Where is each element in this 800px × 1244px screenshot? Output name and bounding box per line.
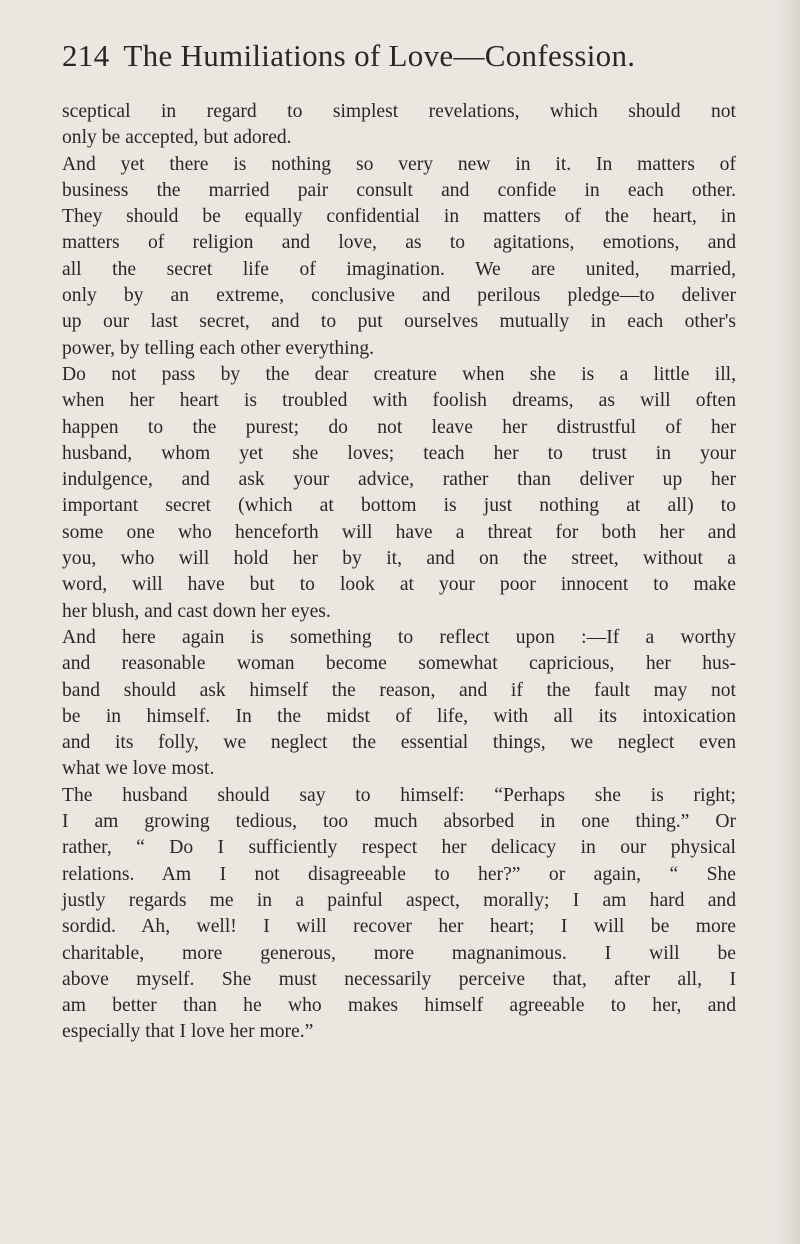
running-header: [62, 38, 742, 74]
text-line: relations. Am I not disagreeable to her?” or again, “ She: [62, 863, 736, 885]
text-line: above myself. She must necessarily perceive that, after all, I: [62, 968, 736, 990]
text-line: happen to the purest; do not leave her distrustful of her: [62, 416, 736, 438]
text-line: her blush, and cast down her eyes.: [62, 600, 331, 622]
text-line: especially that I love her more.”: [62, 1021, 314, 1043]
text-line: And here again is something to reflect upon :—If a worthy: [62, 626, 736, 648]
text-line: justly regards me in a painful aspect, morally; I am hard and: [62, 889, 736, 911]
text-line: you, who will hold her by it, and on the street, without a: [62, 548, 736, 570]
text-line: power, by telling each other everything.: [62, 337, 375, 359]
text-line: sordid. Ah, well! I will recover her heart; I will be more: [62, 916, 736, 938]
text-line: band should ask himself the reason, and if the fault may not: [62, 679, 736, 701]
text-line: only by an extreme, conclusive and perilous pledge—to deliver: [62, 285, 736, 307]
text-line: up our last secret, and to put ourselves mutually in each other's: [62, 311, 736, 333]
text-line: all the secret life of imagination. We are united, married,: [62, 258, 736, 280]
text-line: and reasonable woman become somewhat capricious, her hus-: [62, 653, 736, 675]
text-line: charitable, more generous, more magnanimous. I will be: [62, 942, 736, 964]
text-line: Do not pass by the dear creature when she is a little ill,: [62, 363, 736, 385]
text-line: and its folly, we neglect the essential things, we neglect even: [62, 732, 736, 754]
text-line: indulgence, and ask your advice, rather than deliver up her: [62, 469, 736, 491]
page-number: 214: [62, 38, 110, 73]
text-line: husband, whom yet she loves; teach her to trust in your: [62, 442, 736, 464]
text-line: am better than he who makes himself agreeable to her, and: [62, 995, 736, 1017]
text-line: some one who henceforth will have a threat for both her and: [62, 521, 736, 543]
page-edge-shadow: [778, 0, 800, 1244]
text-line: important secret (which at bottom is just nothing at all) to: [62, 495, 736, 517]
text-line: matters of religion and love, as to agitations, emotions, and: [62, 232, 736, 254]
text-line: The husband should say to himself: “Perhaps she is right;: [62, 784, 736, 806]
text-line: word, will have but to look at your poor innocent to make: [62, 574, 736, 596]
page-body: [62, 99, 736, 1046]
text-line: rather, “ Do I sufficiently respect her delicacy in our physical: [62, 837, 736, 859]
text-line: what we love most.: [62, 758, 215, 780]
text-line: be in himself. In the midst of life, with all its intoxication: [62, 705, 736, 727]
text-line: sceptical in regard to simplest revelations, which should not: [62, 101, 736, 122]
text-line: only be accepted, but adored.: [62, 127, 292, 149]
chapter-title: The Humiliations of Love—Confession.: [123, 38, 636, 73]
text-line: And yet there is nothing so very new in it. In matters of: [62, 153, 736, 175]
text-line: when her heart is troubled with foolish dreams, as will often: [62, 390, 736, 412]
text-line: business the married pair consult and confide in each other.: [62, 179, 736, 201]
text-line: They should be equally confidential in matters of the heart, in: [62, 206, 736, 228]
text-line: I am growing tedious, too much absorbed in one thing.” Or: [62, 811, 736, 833]
